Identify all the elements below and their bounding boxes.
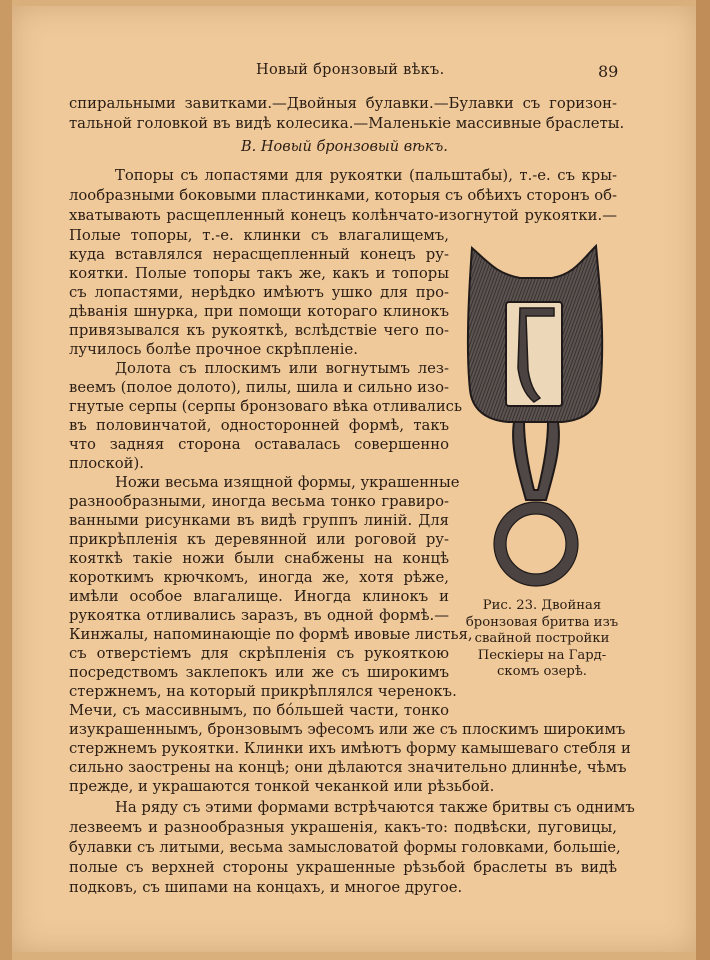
text-line: посредствомъ заклепокъ или же съ широкимъ — [69, 664, 449, 681]
intro-line: спиральными завитками.—Двойныя булавки.—Булавки съ горизон- — [69, 95, 617, 112]
text-line: лучилось болѣе прочное скрѣпленiе. — [69, 341, 358, 358]
caption-line: свайной постройки — [474, 631, 610, 646]
text-line: кояткѣ такiе ножи были снабжены на концѣ — [69, 550, 449, 567]
text-line: въ половинчатой, односторонней формѣ, такъ — [69, 417, 449, 434]
text-line: лообразными боковыми пластинками, которыя съ обѣихъ сторонъ об- — [69, 187, 618, 204]
text-line: стержнемъ, на который прикрѣплялся черенокъ. — [69, 683, 457, 700]
text-line: Топоры съ лопастями для рукоятки (пальштабы), т.-е. съ кры- — [115, 167, 617, 184]
text-line: имѣли особое влагалище. Иногда клинокъ и — [69, 588, 449, 605]
text-line: Мечи, съ массивнымъ, по бóльшей части, тонко — [69, 702, 449, 719]
text-line: рукоятка отливались заразъ, въ одной формѣ.— — [69, 607, 449, 624]
text-line: дѣванiя шнурка, при помощи котораго клинокъ — [69, 303, 449, 320]
text-line: что задняя сторона оставалась совершенно — [69, 436, 449, 453]
text-line: куда вставлялся нерасщепленный конецъ ру- — [69, 246, 449, 263]
page-number: 89 — [598, 62, 619, 81]
text-line: На ряду съ этими формами встрѣчаются также бритвы съ однимъ — [115, 799, 635, 816]
section-heading: B. Новый бронзовый вѣкъ. — [241, 139, 448, 155]
text-line: привязывался къ рукояткѣ, вслѣдствiе чего по- — [69, 322, 449, 339]
text-line: плоской). — [69, 455, 144, 472]
page-edge-left — [0, 0, 12, 960]
text-line: прежде, и украшаются тонкой чеканкой или рѣзьбой. — [69, 778, 495, 795]
text-line: изукрашеннымъ, бронзовымъ эфесомъ или же съ плоскимъ широкимъ — [69, 721, 626, 738]
caption-line: Пескiеры на Гард- — [477, 647, 607, 663]
text-line: стержнемъ рукоятки. Клинки ихъ имѣютъ форму камышеваго стебля и — [69, 740, 631, 757]
caption-line: бронзовая бритва изъ — [465, 614, 619, 630]
text-line: съ отверстiемъ для скрѣпленiя съ рукояткою — [69, 645, 449, 662]
razor-ring — [500, 508, 572, 580]
caption-line: скомъ озерѣ. — [497, 664, 587, 679]
text-line: полые съ верхней стороны украшенные рѣзьбой браслеты въ видѣ — [69, 859, 617, 876]
text-line: гнутые серпы (серпы бронзоваго вѣка отливались — [69, 398, 463, 415]
text-line: булавки съ литыми, весьма замысловатой формы головками, большiе, — [69, 839, 621, 856]
text-line: разнообразными, иногда весьма тонко гравиро- — [69, 493, 449, 510]
text-line: Кинжалы, напоминающiе по формѣ ивовые листья, — [69, 626, 473, 643]
text-line: коятки. Полые топоры такъ же, какъ и топоры — [69, 265, 449, 282]
text-line: подковъ, съ шипами на концахъ, и многое другое. — [69, 879, 463, 896]
text-line: ванными рисунками въ видѣ группъ линiй. Для — [69, 512, 449, 529]
running-header: Новый бронзовый вѣкъ. — [256, 62, 445, 78]
text-line: веемъ (полое долото), пилы, шила и сильно изо- — [69, 379, 449, 396]
caption-line: Рис. 23. Двойная — [482, 598, 602, 613]
text-line: Долота съ плоскимъ или вогнутымъ лез- — [115, 360, 449, 377]
text-line: лезвеемъ и разнообразныя украшенiя, какъ-то: подвѣски, пуговицы, — [69, 819, 617, 836]
figure-caption — [463, 598, 621, 681]
text-line: хватывають расщепленный конецъ колѣнчато-изогнутой рукоятки.— — [69, 207, 617, 224]
razor-illustration — [462, 242, 612, 588]
text-line: короткимъ крючкомъ, иногда же, хотя рѣже, — [69, 569, 449, 586]
text-line: Полые топоры, т.-е. клинки съ влагалищемъ, — [69, 227, 449, 244]
intro-line: тальной головкой въ видѣ колесика.—Маленькiе массивные браслеты. — [69, 115, 625, 132]
text-line: прикрѣпленiя къ деревянной или роговой ру- — [69, 531, 449, 548]
text-line: съ лопастями, нерѣдко имѣютъ ушко для про- — [69, 284, 449, 301]
text-line: Ножи весьма изящной формы, украшенные — [115, 474, 460, 491]
page-edge-right — [696, 0, 710, 960]
razor-handle — [513, 422, 559, 500]
text-line: сильно заострены на концѣ; они дѣлаются значительно длиннѣе, чѣмъ — [69, 759, 627, 776]
